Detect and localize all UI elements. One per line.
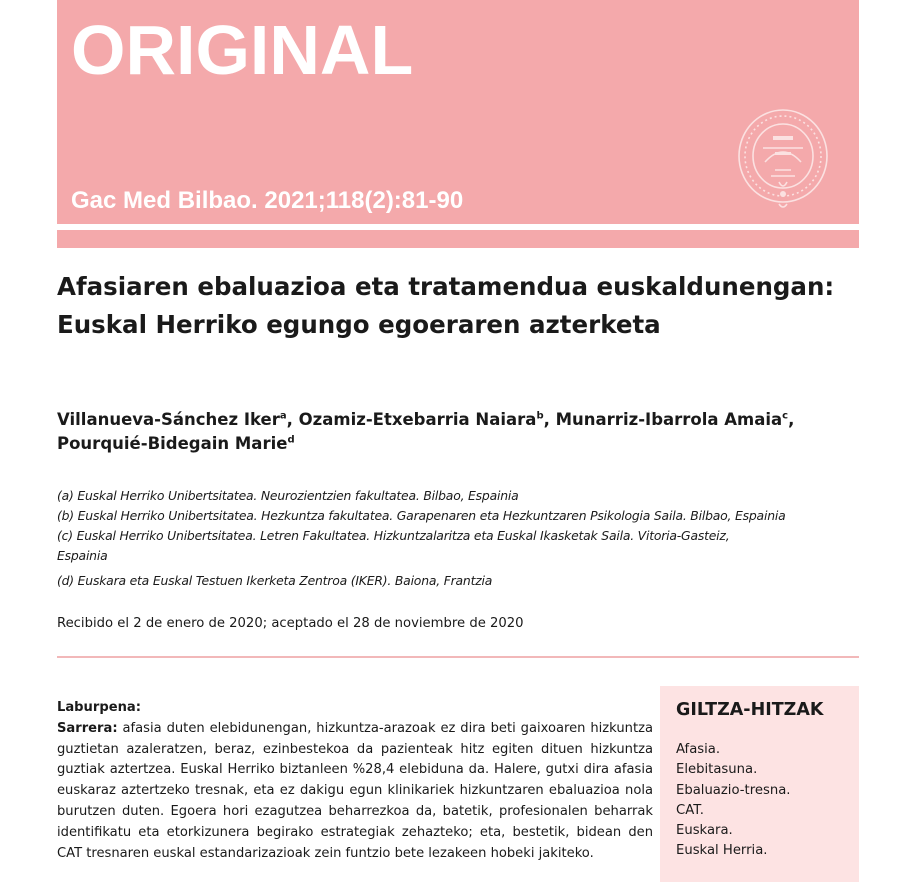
author-separator: , — [543, 410, 556, 429]
keyword-item: Elebitasuna. — [676, 762, 758, 778]
article-title: Afasiaren ebaluazioa eta tratamendua euskaldunengan: Euskal Herriko egungo egoeraren azterketa — [57, 272, 835, 339]
society-seal-icon — [735, 106, 831, 214]
author-separator: , — [286, 410, 299, 429]
keywords-title: GILTZA-HITZAK — [676, 700, 824, 720]
keyword-item: Euskal Herria. — [676, 843, 768, 859]
keyword-item: Euskara. — [676, 823, 733, 839]
keywords-box — [660, 686, 859, 882]
keyword-item: Ebaluazio-tresna. — [676, 782, 791, 798]
author-list — [57, 408, 857, 456]
affiliation-d: (d) Euskara eta Euskal Testuen Ikerketa Zentroa (IKER). Baiona, Frantzia — [57, 573, 493, 588]
journal-citation: Gac Med Bilbao. 2021;118(2):81-90 — [71, 187, 464, 214]
affiliations — [57, 486, 867, 591]
author-name: Villanueva-Sánchez Iker — [57, 410, 280, 429]
keyword-item: CAT. — [676, 802, 704, 818]
author-name: Munarriz-Ibarrola Amaia — [555, 410, 783, 429]
author-name: Ozamiz-Etxebarria Naiara — [298, 410, 537, 429]
author-affiliation-mark: c — [782, 410, 789, 422]
author-name: Pourquié-Bidegain Marie — [57, 434, 288, 453]
keywords-list — [676, 740, 790, 862]
author-affiliation-mark: b — [536, 410, 544, 422]
abstract-body — [57, 719, 653, 865]
section-label: ORIGINAL — [71, 11, 414, 89]
affiliation-b: (b) Euskal Herriko Unibertsitatea. Hezkuntza fakultatea. Garapenaren eta Hezkuntzaren Psikologia Saila. Bilbao, Espainia — [57, 508, 786, 523]
received-accepted-dates: Recibido el 2 de enero de 2020; aceptado el 28 de noviembre de 2020 — [57, 616, 524, 631]
abstract-text: afasia duten elebidunengan, hizkuntza-arazoak ez dira beti gaixoaren hizkuntza guztietan azaleratzen, beraz, ezinbestekoa da pazienteak hitz egiten dituen hizkuntza guztiak aztertzea. Euskal Herriko biztanleen %28,4 elebiduna da. Halere, gutxi dira afasia euskaraz aztertzeko tresnak, eta ez dakigu egun klinikariek hizkuntzaren ebaluazioa nola burutzen duten. Egoera hori ezagutzea beharrezkoa da, batetik, profesionalen beharrak identifikatu eta etorkizunera begirako estrategiak zehazteko; eta, bestetik, bidean den CAT tresnaren euskal estandarizazioak zein funtzio bete lezakeen hobeki jakiteko. — [57, 720, 653, 861]
author-separator: , — [788, 410, 795, 429]
abstract — [57, 698, 653, 864]
section-divider — [57, 656, 859, 658]
abstract-section-label: Sarrera: — [57, 720, 118, 736]
author-affiliation-mark: a — [279, 410, 287, 422]
header-divider-strip — [57, 230, 859, 248]
header-band — [57, 0, 859, 224]
abstract-heading: Laburpena: — [57, 700, 141, 715]
affiliation-c: (c) Euskal Herriko Unibertsitatea. Letren Fakultatea. Hizkuntzalaritza eta Euskal Ikasketak Saila. Vitoria-Gasteiz, Espainia — [57, 528, 730, 563]
author-affiliation-mark: d — [287, 434, 295, 446]
affiliation-a: (a) Euskal Herriko Unibertsitatea. Neurozientzien fakultatea. Bilbao, Espainia — [57, 488, 519, 503]
keyword-item: Afasia. — [676, 742, 721, 757]
